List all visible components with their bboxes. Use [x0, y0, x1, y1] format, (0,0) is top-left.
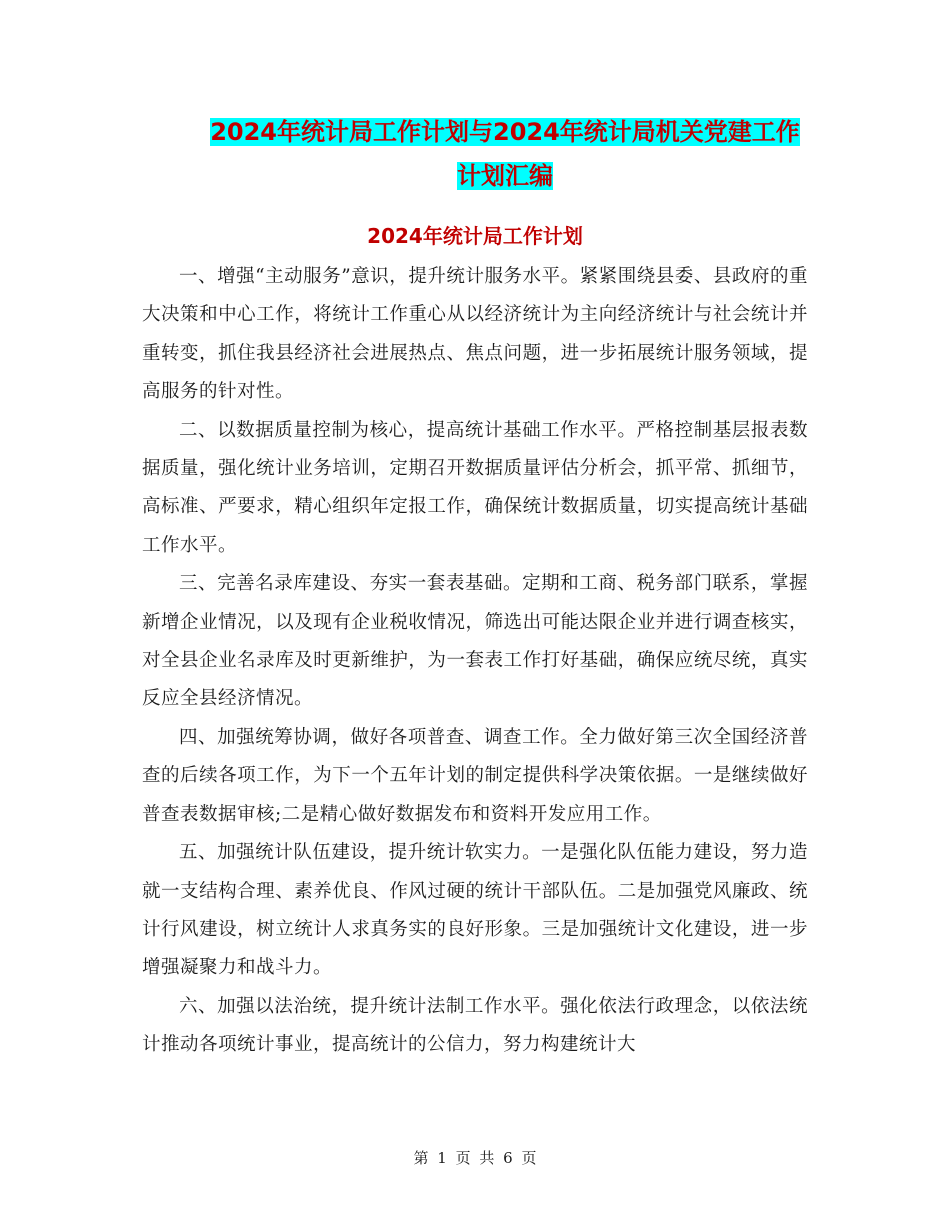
document-title-line1: 2024年统计局工作计划与2024年统计局机关党建工作	[210, 118, 800, 146]
section-title: 2024年统计局工作计划	[367, 224, 583, 248]
document-body	[142, 258, 808, 1065]
paragraph-4: 四、加强统筹协调，做好各项普查、调查工作。全力做好第三次全国经济普查的后续各项工作，为下一个五年计划的制定提供科学决策依据。一是继续做好普查表数据审核;二是精心做好数据发布和资料开发应用工作。	[142, 726, 808, 825]
paragraph-5: 五、加强统计队伍建设，提升统计软实力。一是强化队伍能力建设，努力造就一支结构合理、素养优良、作风过硬的统计干部队伍。二是加强党风廉政、统计行风建设，树立统计人求真务实的良好形象。三是加强统计文化建设，进一步增强凝聚力和战斗力。	[142, 842, 808, 979]
paragraph-1: 一、增强“主动服务”意识，提升统计服务水平。紧紧围绕县委、县政府的重大决策和中心工作，将统计工作重心从以经济统计为主向经济统计与社会统计并重转变，抓住我县经济社会进展热点、焦点问题，进一步拓展统计服务领域，提高服务的针对性。	[142, 266, 808, 403]
page-footer: 第 1 页 共 6 页	[413, 1149, 537, 1167]
document-title	[140, 110, 870, 198]
document-title-line2: 计划汇编	[457, 162, 553, 190]
paragraph-6: 六、加强以法治统，提升统计法制工作水平。强化依法行政理念，以依法统计推动各项统计事业，提高统计的公信力，努力构建统计大	[142, 995, 808, 1056]
paragraph-2: 二、以数据质量控制为核心，提高统计基础工作水平。严格控制基层报表数据质量，强化统计业务培训，定期召开数据质量评估分析会，抓平常、抓细节，高标准、严要求，精心组织年定报工作，确保统计数据质量，切实提高统计基础工作水平。	[142, 419, 808, 556]
paragraph-3: 三、完善名录库建设、夯实一套表基础。定期和工商、税务部门联系，掌握新增企业情况，以及现有企业税收情况，筛选出可能达限企业并进行调查核实，对全县企业名录库及时更新维护，为一套表工作打好基础，确保应统尽统，真实反应全县经济情况。	[142, 573, 808, 710]
